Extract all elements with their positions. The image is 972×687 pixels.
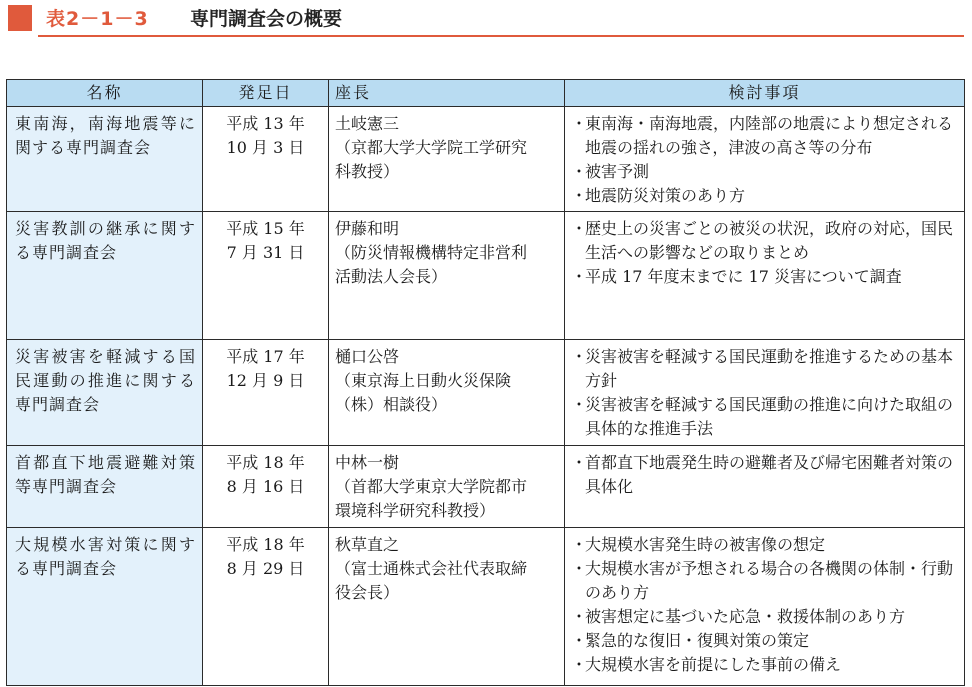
start-date-line: 8 月 29 日	[226, 559, 305, 578]
topic-text: 大規模水害発生時の被害像の想定	[585, 535, 826, 554]
topic-item	[571, 557, 958, 605]
topics-list	[565, 528, 965, 686]
table-row	[7, 446, 965, 528]
start-date-line: 12 月 9 日	[226, 371, 305, 390]
topic-item	[571, 160, 958, 184]
topic-text: 大規模水害を前提にした事前の備え	[585, 655, 842, 674]
start-date	[203, 446, 329, 528]
committee-name: 大規模水害対策に関する専門調査会	[7, 528, 203, 686]
header-start-date: 発足日	[203, 80, 329, 107]
committee-name: 災害教訓の継承に関する専門調査会	[7, 212, 203, 340]
topic-text: 被害想定に基づいた応急・救援体制のあり方	[585, 607, 906, 626]
bullet-icon: ・	[571, 535, 588, 554]
bullet-icon: ・	[571, 453, 588, 472]
chairperson-name: 土岐憲三	[335, 114, 400, 133]
chairperson-affiliation-line: （京都大学大学院工学研究	[335, 138, 528, 157]
topic-item	[571, 112, 958, 160]
chairperson	[329, 340, 565, 446]
topics-list	[565, 340, 965, 446]
bullet-icon: ・	[571, 267, 588, 286]
chairperson-affiliation-line: 科教授）	[335, 162, 400, 181]
table-row	[7, 340, 965, 446]
topics-list	[565, 446, 965, 528]
bullet-icon: ・	[571, 631, 588, 650]
chairperson-affiliation-line: （防災情報機構特定非営利	[335, 243, 528, 262]
table-row	[7, 528, 965, 686]
chairperson-name: 伊藤和明	[335, 219, 400, 238]
topic-item	[571, 629, 958, 653]
chairperson-affiliation-line: （東京海上日動火災保険	[335, 371, 512, 390]
topic-text: 被害予測	[585, 162, 650, 181]
bullet-icon: ・	[571, 162, 588, 181]
title-underline	[38, 35, 964, 37]
title-marker	[8, 5, 32, 31]
topic-text: 歴史上の災害ごとの被災の状況，政府の対応，国民生活への影響などの取りまとめ	[585, 219, 954, 262]
topic-item	[571, 605, 958, 629]
topic-item	[571, 393, 958, 441]
topic-text: 平成 17 年度末までに 17 災害について調査	[585, 267, 902, 286]
start-date	[203, 340, 329, 446]
chairperson-name: 樋口公啓	[335, 347, 400, 366]
start-date-line: 10 月 3 日	[226, 138, 305, 157]
committee-name: 災害被害を軽減する国民運動の推進に関する専門調査会	[7, 340, 203, 446]
bullet-icon: ・	[571, 607, 588, 626]
bullet-icon: ・	[571, 186, 588, 205]
header-chair: 座長	[329, 80, 565, 107]
start-date-line: 平成 18 年	[226, 453, 305, 472]
topic-item	[571, 653, 958, 677]
start-date-line: 平成 13 年	[226, 114, 305, 133]
table-header-row	[7, 80, 965, 107]
chairperson-affiliation-line: 環境科学研究科教授）	[335, 501, 496, 520]
table-row	[7, 212, 965, 340]
committee-overview-table	[6, 79, 965, 686]
topics-list	[565, 107, 965, 212]
topic-text: 東南海・南海地震，内陸部の地震により想定される地震の揺れの強さ，津波の高さ等の分布	[585, 114, 954, 157]
table-title-bar	[0, 0, 972, 40]
start-date	[203, 107, 329, 212]
topic-text: 首都直下地震発生時の避難者及び帰宅困難者対策の具体化	[585, 453, 954, 496]
start-date-line: 平成 18 年	[226, 535, 305, 554]
chairperson-affiliation-line: （首都大学東京大学院都市	[335, 477, 528, 496]
topic-text: 災害被害を軽減する国民運動の推進に向けた取組の具体的な推進手法	[585, 395, 954, 438]
bullet-icon: ・	[571, 395, 588, 414]
topic-item	[571, 345, 958, 393]
start-date-line: 平成 17 年	[226, 347, 305, 366]
committee-name: 東南海，南海地震等に関する専門調査会	[7, 107, 203, 212]
chairperson	[329, 528, 565, 686]
table-title: 専門調査会の概要	[190, 8, 343, 30]
topic-text: 地震防災対策のあり方	[585, 186, 746, 205]
chairperson-affiliation-line: （富士通株式会社代表取締	[335, 559, 528, 578]
topic-text: 災害被害を軽減する国民運動を推進するための基本方針	[585, 347, 954, 390]
chairperson-name: 中林一樹	[335, 453, 400, 472]
chairperson-name: 秋草直之	[335, 535, 400, 554]
table-number: 表2－1－3	[46, 8, 149, 30]
topics-list	[565, 212, 965, 340]
bullet-icon: ・	[571, 219, 588, 238]
table-row	[7, 107, 965, 212]
topic-text: 大規模水害が予想される場合の各機関の体制・行動のあり方	[585, 559, 954, 602]
topic-item	[571, 265, 958, 289]
bullet-icon: ・	[571, 559, 588, 578]
chairperson	[329, 446, 565, 528]
chairperson	[329, 107, 565, 212]
bullet-icon: ・	[571, 655, 588, 674]
committee-name: 首都直下地震避難対策等専門調査会	[7, 446, 203, 528]
topic-item	[571, 184, 958, 208]
topic-item	[571, 533, 958, 557]
topic-text: 緊急的な復旧・復興対策の策定	[585, 631, 810, 650]
start-date	[203, 212, 329, 340]
topic-item	[571, 451, 958, 499]
start-date	[203, 528, 329, 686]
start-date-line: 8 月 16 日	[226, 477, 305, 496]
header-topics: 検討事項	[565, 80, 965, 107]
start-date-line: 平成 15 年	[226, 219, 305, 238]
chairperson-affiliation-line: 役会長）	[335, 583, 400, 602]
chairperson-affiliation-line: 活動法人会長）	[335, 267, 448, 286]
start-date-line: 7 月 31 日	[226, 243, 305, 262]
topic-item	[571, 217, 958, 265]
bullet-icon: ・	[571, 114, 588, 133]
header-name: 名称	[7, 80, 203, 107]
chairperson-affiliation-line: （株）相談役）	[335, 395, 448, 414]
bullet-icon: ・	[571, 347, 588, 366]
chairperson	[329, 212, 565, 340]
